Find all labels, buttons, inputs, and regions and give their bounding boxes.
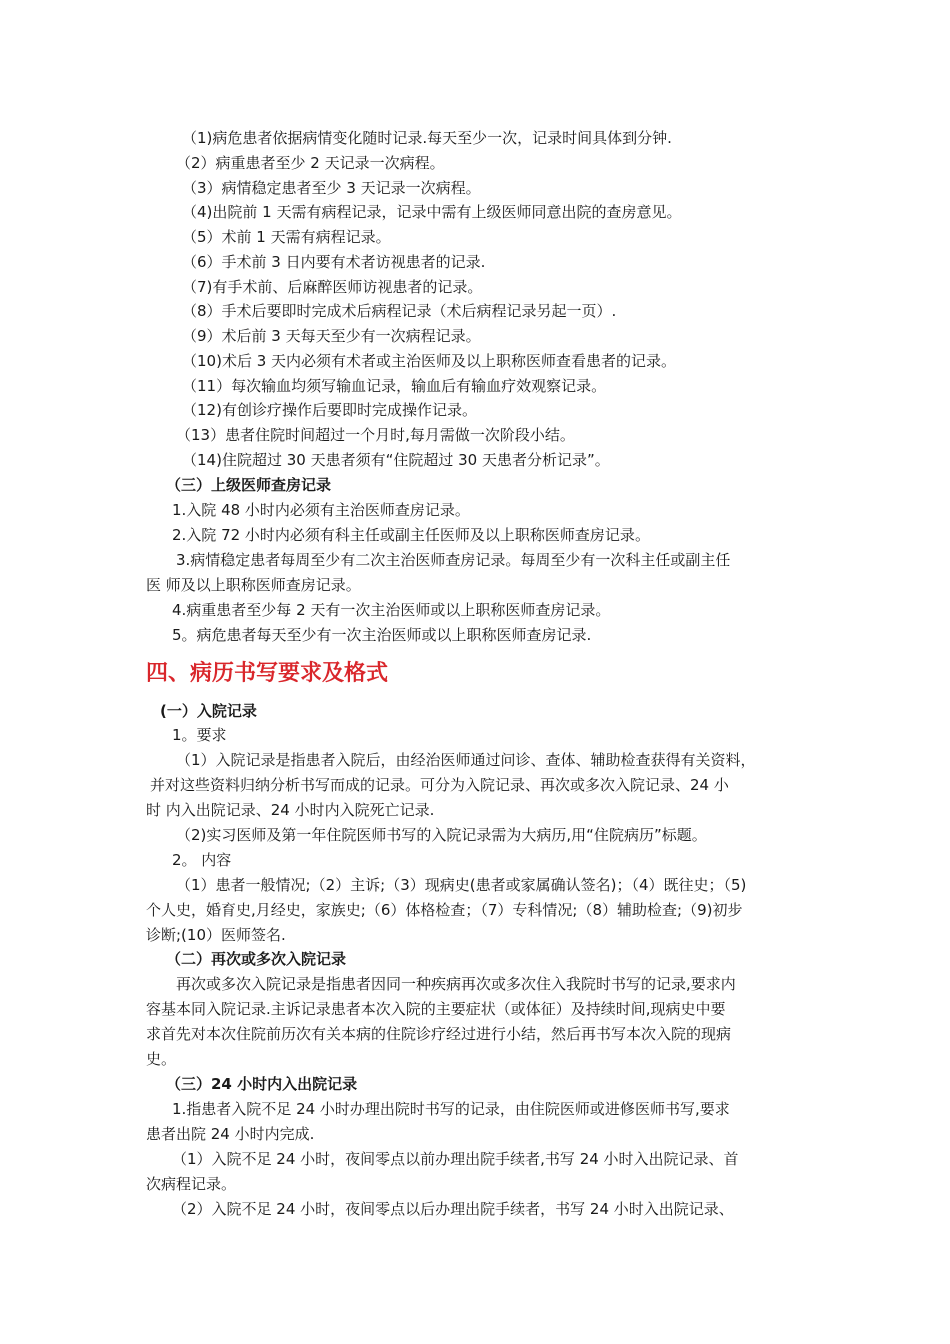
- rule-4: （4)出院前 1 天需有病程记录，记录中需有上级医师同意出院的查房意见。: [182, 203, 682, 221]
- section-3-title: （三）上级医师查房记录: [166, 476, 332, 494]
- chapter-4-title: 四、病历书写要求及格式: [146, 661, 389, 686]
- section-3-item-1: 1.入院 48 小时内必须有主治医师查房记录。: [172, 501, 470, 519]
- rule-9: （9）术后前 3 天每天至少有一次病程记录。: [182, 327, 481, 345]
- sub-3-line-5: （2）入院不足 24 小时，夜间零点以后办理出院手续者，书写 24 小时入出院记录、: [172, 1200, 734, 1218]
- sub-2-line-2: 容基本同入院记录.主诉记录患者本次入院的主要症状（或体征）及持续时间,现病史中要: [146, 1000, 726, 1018]
- sub-1-req-1-line-2: 并对这些资料归纳分析书写而成的记录。可分为入院记录、再次或多次入院记录、24 小: [150, 776, 729, 794]
- sub-1-title: (一）入院记录: [160, 702, 257, 720]
- sub-3-line-4: 次病程记录。: [146, 1175, 237, 1193]
- rule-6: （6）手术前 3 日内要有术者访视患者的记录.: [182, 253, 486, 271]
- sub-1-req-1-line-1: （1）入院记录是指患者入院后，由经治医师通过问诊、查体、辅助检查获得有关资料，: [176, 751, 756, 769]
- rule-7: （7)有手术前、后麻醉医师访视患者的记录。: [182, 278, 483, 296]
- section-3-item-3: 3.病情稳定患者每周至少有二次主治医师查房记录。每周至少有一次科主任或副主任: [176, 551, 731, 569]
- rule-5: （5）术前 1 天需有病程记录。: [182, 228, 391, 246]
- rule-2: （2）病重患者至少 2 天记录一次病程。: [176, 154, 445, 172]
- sub-1-req-2: （2)实习医师及第一年住院医师书写的入院记录需为大病历,用“住院病历”标题。: [176, 826, 707, 844]
- sub-1-content-line-3: 诊断;(10）医师签名.: [146, 926, 286, 944]
- sub-1-content-line-2: 个人史，婚育史,月经史，家族史;（6）体格检查；（7）专科情况;（8）辅助检查;（9)初步: [146, 901, 743, 919]
- sub-1-content-line-1: （1）患者一般情况;（2）主诉;（3）现病史(患者或家属确认签名)；（4）既往史；（5): [176, 876, 747, 894]
- rule-14: （14)住院超过 30 天患者须有“住院超过 30 天患者分析记录”。: [182, 451, 610, 469]
- section-3-item-3-cont: 医 师及以上职称医师查房记录。: [146, 576, 361, 594]
- rule-12: （12)有创诊疗操作后要即时完成操作记录。: [182, 401, 477, 419]
- section-3-item-4: 4.病重患者至少每 2 天有一次主治医师或以上职称医师查房记录。: [172, 601, 611, 619]
- sub-3-title: （三）24 小时内入出院记录: [166, 1075, 358, 1093]
- section-3-item-5: 5。病危患者每天至少有一次主治医师或以上职称医师查房记录.: [172, 626, 592, 644]
- sub-3-line-3: （1）入院不足 24 小时，夜间零点以前办理出院手续者,书写 24 小时入出院记录、首: [172, 1150, 739, 1168]
- sub-2-line-4: 史。: [146, 1050, 177, 1068]
- rule-13: （13）患者住院时间超过一个月时,每月需做一次阶段小结。: [176, 426, 575, 444]
- sub-2-title: （二）再次或多次入院记录: [166, 950, 347, 968]
- rule-1: （1)病危患者依据病情变化随时记录.每天至少一次，记录时间具体到分钟.: [182, 129, 672, 147]
- rule-10: （10)术后 3 天内必须有术者或主治医师及以上职称医师查看患者的记录。: [182, 352, 677, 370]
- rule-8: （8）手术后要即时完成术后病程记录（术后病程记录另起一页）.: [182, 302, 617, 320]
- sub-1-content-label: 2。 内容: [172, 851, 232, 869]
- sub-2-line-3: 求首先对本次住院前历次有关本病的住院诊疗经过进行小结，然后再书写本次入院的现病: [146, 1025, 732, 1043]
- sub-1-requirements-label: 1。要求: [172, 726, 227, 744]
- rule-3: （3）病情稳定患者至少 3 天记录一次病程。: [182, 179, 481, 197]
- rule-11: （11）每次输血均须写输血记录，输血后有输血疗效观察记录。: [182, 377, 607, 395]
- sub-1-req-1-line-3: 时 内入出院记录、24 小时内入院死亡记录.: [146, 801, 435, 819]
- section-3-item-2: 2.入院 72 小时内必须有科主任或副主任医师及以上职称医师查房记录。: [172, 526, 650, 544]
- sub-3-line-1: 1.指患者入院不足 24 小时办理出院时书写的记录，由住院医师或进修医师书写,要求: [172, 1100, 730, 1118]
- sub-2-line-1: 再次或多次入院记录是指患者因同一种疾病再次或多次住入我院时书写的记录,要求内: [176, 975, 736, 993]
- sub-3-line-2: 患者出院 24 小时内完成.: [146, 1125, 315, 1143]
